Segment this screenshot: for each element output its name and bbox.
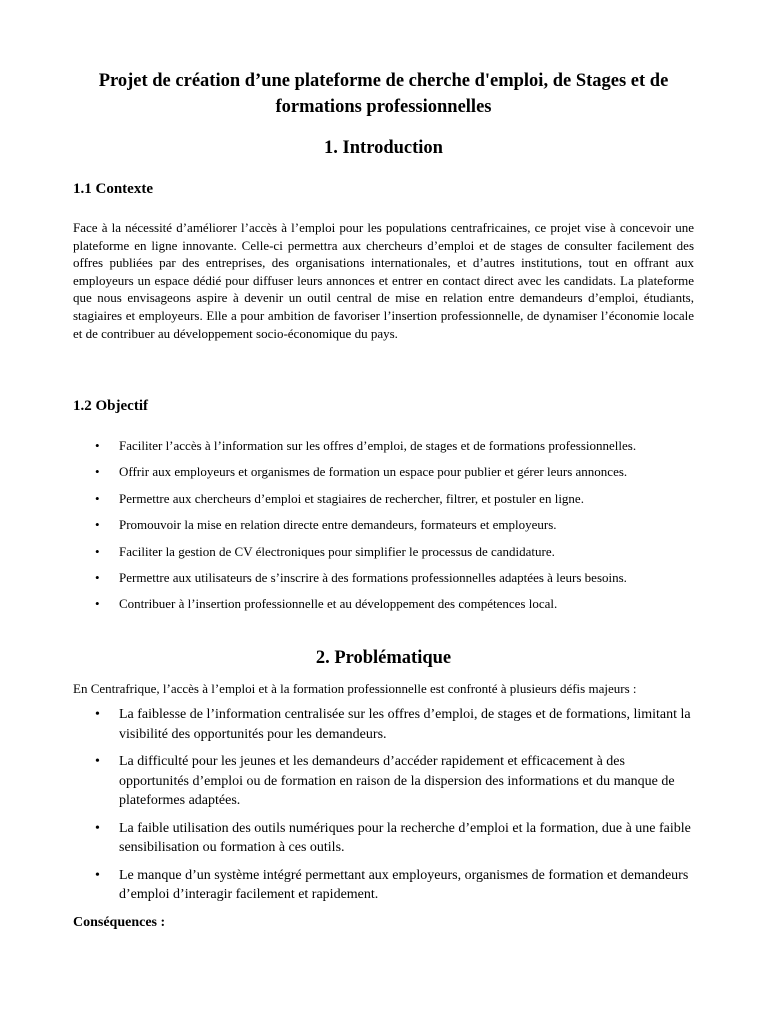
bullet-icon: • <box>95 569 100 585</box>
section-heading-problematique: 2. Problématique <box>315 648 452 668</box>
list-item <box>73 516 694 542</box>
bullet-icon: • <box>95 464 100 480</box>
bullet-icon: • <box>95 707 100 722</box>
consequences-label: Conséquences : <box>73 915 166 930</box>
problematique-list <box>73 705 694 913</box>
context-paragraph: Face à la nécessité d’améliorer l’accès à l’emploi pour les populations centrafricaines, ce projet vise à concevoir une plateforme en ligne innovante. Celle-ci permettra aux chercheurs d’emploi et de stages de consulter facilement des offres publiées par des entreprises, des organisations internationales, et d’autres institutions, tout en offrant aux employeurs un espace dédié pour diffuser leurs annonces et entrer en contact direct avec les candidats. La plateforme que nous envisageons aspire à devenir un outil central de mise en relation entre demandeurs d’emploi, étudiants, stagiaires et employeurs. Elle a pour ambition de favoriser l’insertion professionnelle, de dynamiser l’économie locale et de contribuer au développement socio-économique du pays. <box>73 220 694 341</box>
subsection-heading-objectif: 1.2 Objectif <box>73 398 148 414</box>
list-item <box>73 569 694 595</box>
problematique-item-text: La faiblesse de l’information centralisée sur les offres d’emploi, de stages et de formations, limitant la visibilité des opportunités pour les demandeurs. <box>119 707 691 742</box>
list-item <box>73 866 694 905</box>
list-item <box>73 595 694 621</box>
objective-item-text: Permettre aux utilisateurs de s’inscrire à des formations professionnelles adaptées à leurs besoins. <box>119 569 627 585</box>
list-item <box>73 705 694 744</box>
section-heading-introduction: 1. Introduction <box>324 138 443 158</box>
bullet-icon: • <box>95 490 100 506</box>
objective-item-text: Permettre aux chercheurs d’emploi et stagiaires de rechercher, filtrer, et postuler en ligne. <box>119 490 584 506</box>
document-page <box>73 0 694 1024</box>
list-item <box>73 437 694 463</box>
list-item <box>73 543 694 569</box>
list-item <box>73 463 694 489</box>
bullet-icon: • <box>95 754 100 769</box>
objective-item-text: Faciliter la gestion de CV électroniques pour simplifier le processus de candidature. <box>119 543 555 559</box>
problematique-item-text: La difficulté pour les jeunes et les demandeurs d’accéder rapidement et efficacement à des opportunités d’emploi ou de formation en raison de la dispersion des informations et du manque de plateformes adaptées. <box>119 754 675 808</box>
bullet-icon: • <box>95 596 100 612</box>
list-item <box>73 490 694 516</box>
problematique-item-text: La faible utilisation des outils numériques pour la recherche d’emploi et la formation, due à une faible sensibilisation ou formation à ces outils. <box>119 820 691 855</box>
bullet-icon: • <box>95 438 100 453</box>
subsection-heading-contexte: 1.1 Contexte <box>73 181 153 197</box>
problematique-item-text: Le manque d’un système intégré permettant aux employeurs, organismes de formation et demandeurs d’emploi d’interagir facilement et rapidement. <box>119 867 689 902</box>
list-item <box>73 819 694 858</box>
bullet-icon: • <box>95 867 100 883</box>
objective-item-text: Offrir aux employeurs et organismes de formation un espace pour publier et gérer leurs annonces. <box>119 464 628 480</box>
document-title: Projet de création d’une plateforme de cherche d'emploi, de Stages et de formations professionnelles <box>98 71 669 117</box>
objective-list <box>73 437 694 622</box>
objective-item-text: Promouvoir la mise en relation directe entre demandeurs, formateurs et employeurs. <box>119 517 557 533</box>
bullet-icon: • <box>95 517 100 533</box>
objective-item-text: Faciliter l’accès à l’information sur les offres d’emploi, de stages et de formations professionnelles. <box>119 438 637 453</box>
problematique-intro: En Centrafrique, l’accès à l’emploi et à la formation professionnelle est confronté à plusieurs défis majeurs : <box>73 681 637 696</box>
bullet-icon: • <box>95 820 100 836</box>
objective-item-text: Contribuer à l’insertion professionnelle et au développement des compétences local. <box>119 596 558 612</box>
list-item <box>73 752 694 811</box>
bullet-icon: • <box>95 543 100 559</box>
